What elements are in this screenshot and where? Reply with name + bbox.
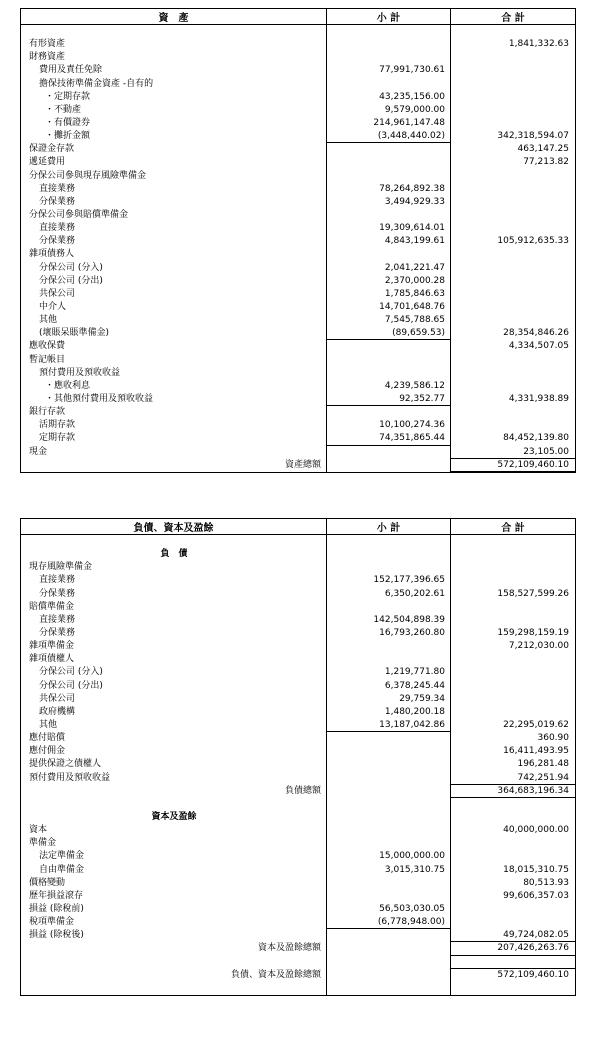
- row-subtotal: (89,659.53): [327, 327, 451, 340]
- row-label: 分保公司參與現存風險準備金: [29, 170, 147, 181]
- row-total: [451, 380, 575, 393]
- row-subtotal: [327, 51, 451, 64]
- row-total: [451, 288, 575, 301]
- table-row: [21, 601, 575, 614]
- row-total: [451, 183, 575, 196]
- liabilities-header-title: 負債、資本及盈餘: [21, 519, 327, 534]
- table-row: [21, 406, 575, 419]
- table-row: [21, 614, 575, 627]
- table-row: [21, 419, 575, 432]
- row-total: 342,318,594.07: [497, 131, 569, 142]
- row-total: [451, 25, 575, 38]
- row-label: 雜項準備金: [29, 641, 75, 652]
- liabilities-header-total: 合 計: [501, 523, 525, 534]
- row-label: 共保公司: [39, 288, 76, 299]
- row-subtotal: [327, 956, 451, 969]
- row-subtotal: [327, 942, 451, 955]
- row-label: 提供保證之債權人: [29, 759, 102, 770]
- row-label: [21, 982, 327, 995]
- row-subtotal: [327, 459, 451, 472]
- table-row: [21, 209, 575, 222]
- table-row: [21, 745, 575, 758]
- table-row: [21, 824, 575, 837]
- table-row: [21, 719, 575, 732]
- row-label: 保證金存款: [29, 144, 75, 155]
- liabilities-header: [21, 519, 575, 535]
- row-total: [451, 982, 575, 995]
- row-total: 77,213.82: [523, 157, 569, 168]
- row-label: 預付費用及預收收益: [39, 367, 121, 378]
- table-row: [21, 627, 575, 640]
- row-label: 損益 (除稅前): [29, 903, 84, 914]
- row-label: 負 債: [160, 549, 188, 560]
- row-label: 法定準備金: [39, 851, 85, 862]
- row-total: [451, 837, 575, 850]
- row-label: 預付費用及預收收益: [29, 772, 111, 783]
- row-total: 28,354,846.26: [503, 328, 569, 339]
- assets-table: [20, 8, 576, 473]
- row-label: ・攤折金額: [45, 131, 91, 142]
- row-subtotal: [327, 732, 451, 745]
- table-row: [21, 156, 575, 169]
- table-row: [21, 432, 575, 445]
- row-total: 360.90: [537, 733, 569, 744]
- row-total: [451, 693, 575, 706]
- row-label: 有形資產: [29, 39, 66, 50]
- row-label: 自由準備金: [39, 864, 85, 875]
- row-label: 應付佣金: [29, 746, 66, 757]
- row-label: 資本及盈餘: [151, 811, 197, 822]
- row-total: 18,015,310.75: [503, 864, 569, 875]
- table-row: [21, 864, 575, 877]
- row-total: [451, 301, 575, 314]
- row-total: [451, 406, 575, 419]
- row-total: 463,147.25: [517, 144, 569, 155]
- row-subtotal: [327, 170, 451, 183]
- row-label: 歷年損益滾存: [29, 890, 84, 901]
- row-subtotal: [327, 798, 451, 811]
- row-label: 分保公司 (分出): [39, 275, 103, 286]
- row-subtotal: [327, 653, 451, 666]
- row-subtotal: [327, 601, 451, 614]
- table-row: [21, 588, 575, 601]
- table-row: [21, 91, 575, 104]
- row-total: [451, 811, 575, 824]
- row-total: [451, 850, 575, 863]
- row-subtotal: [327, 811, 451, 824]
- liabilities-header-subtotal: 小 計: [327, 519, 451, 534]
- row-label: 分保業務: [39, 196, 76, 207]
- row-subtotal: [327, 561, 451, 574]
- table-row: [21, 535, 575, 548]
- row-label: 分保業務: [39, 236, 76, 247]
- row-total: 364,683,196.34: [451, 785, 575, 798]
- row-total: [451, 614, 575, 627]
- row-total: 4,331,938.89: [508, 393, 569, 404]
- row-label: 負債、資本及盈餘總額: [230, 969, 321, 980]
- row-total: [451, 262, 575, 275]
- row-subtotal: [327, 824, 451, 837]
- row-total: [451, 170, 575, 183]
- row-total: 22,295,019.62: [503, 719, 569, 730]
- row-label: 直接業務: [39, 183, 76, 194]
- row-label: 直接業務: [39, 223, 76, 234]
- row-label: ・有價證券: [45, 117, 91, 128]
- row-total: [451, 548, 575, 561]
- row-subtotal: (3,448,440.02): [327, 130, 451, 143]
- row-subtotal: [327, 969, 451, 982]
- table-row: [21, 143, 575, 156]
- table-row: [21, 706, 575, 719]
- row-subtotal: 74,351,865.44: [327, 432, 451, 445]
- table-row: [21, 877, 575, 890]
- row-total: 572,109,460.10: [451, 459, 575, 472]
- row-total: [451, 561, 575, 574]
- row-subtotal: 19,309,614.01: [379, 223, 445, 234]
- row-total: [451, 209, 575, 222]
- row-subtotal: [327, 890, 451, 903]
- row-subtotal: 6,350,202.61: [384, 588, 445, 599]
- row-label: 其他: [39, 719, 58, 730]
- table-row: [21, 117, 575, 130]
- row-total: [451, 354, 575, 367]
- table-row: [21, 288, 575, 301]
- row-label: 政府機構: [39, 706, 76, 717]
- row-total: 23,105.00: [451, 446, 575, 459]
- row-label: 價格變動: [29, 877, 66, 888]
- row-label: 分保業務: [39, 588, 76, 599]
- row-total: 84,452,139.80: [503, 433, 569, 444]
- row-label: ・應收利息: [45, 380, 91, 391]
- row-label: 活期存款: [39, 420, 76, 431]
- row-total: [451, 680, 575, 693]
- row-subtotal: 9,579,000.00: [384, 104, 445, 115]
- row-label: 稅項準備金: [29, 917, 75, 928]
- row-total: [451, 798, 575, 811]
- row-total: [451, 196, 575, 209]
- row-subtotal: 3,015,310.75: [384, 864, 445, 875]
- row-total: [451, 117, 575, 130]
- row-label: 暫記帳目: [29, 354, 66, 365]
- row-subtotal: [327, 982, 451, 995]
- row-label: 應收保費: [29, 341, 66, 352]
- row-label: 現金: [29, 446, 48, 457]
- row-label: 遞延費用: [29, 157, 66, 168]
- row-label: ・定期存款: [45, 91, 91, 102]
- table-row: [21, 929, 575, 942]
- row-total: [451, 367, 575, 380]
- row-label: ・不動產: [45, 104, 82, 115]
- row-subtotal: 6,378,245.44: [384, 680, 445, 691]
- table-row: [21, 640, 575, 653]
- table-row: [21, 235, 575, 248]
- row-label: 賠償準備金: [29, 601, 75, 612]
- table-row: [21, 666, 575, 679]
- row-total: [451, 64, 575, 77]
- table-row: [21, 222, 575, 235]
- table-row: [21, 301, 575, 314]
- row-total: [451, 574, 575, 587]
- table-row: [21, 393, 575, 406]
- table-row: [21, 446, 575, 459]
- assets-header: [21, 9, 575, 25]
- row-subtotal: [327, 535, 451, 548]
- row-subtotal: 152,177,396.65: [373, 575, 445, 586]
- row-label: [21, 798, 327, 811]
- assets-header-total: 合 計: [501, 13, 525, 24]
- row-label: 分保公司參與賠償準備金: [29, 209, 129, 220]
- table-row: [21, 548, 575, 561]
- row-total: 80,513.93: [523, 877, 569, 888]
- table-row: [21, 653, 575, 666]
- row-label: 財務資產: [29, 52, 66, 63]
- row-label: 共保公司: [39, 693, 76, 704]
- row-subtotal: 14,701,648.76: [379, 301, 445, 312]
- row-subtotal: 77,991,730.61: [379, 65, 445, 76]
- row-total: 742,251.94: [451, 772, 575, 785]
- liabilities-body: [21, 535, 575, 995]
- liabilities-table: [20, 518, 576, 996]
- table-row: [21, 170, 575, 183]
- row-label: 分保公司 (分入): [39, 262, 103, 273]
- row-label: 資產總額: [284, 459, 321, 470]
- row-total: [451, 104, 575, 117]
- row-subtotal: [327, 785, 451, 798]
- row-subtotal: [327, 446, 451, 459]
- row-total: 207,426,263.76: [451, 942, 575, 955]
- table-row: [21, 380, 575, 393]
- row-label: 資本及盈餘總額: [257, 943, 321, 954]
- row-label: 準備金: [29, 838, 57, 849]
- row-total: [451, 275, 575, 288]
- row-total: [451, 916, 575, 929]
- table-row: [21, 104, 575, 117]
- table-row: [21, 367, 575, 380]
- table-row: [21, 693, 575, 706]
- table-row: [21, 982, 575, 995]
- row-label: 分保業務: [39, 627, 76, 638]
- table-row: [21, 798, 575, 811]
- table-row: [21, 183, 575, 196]
- row-total: 105,912,635.33: [497, 236, 569, 247]
- table-row: [21, 850, 575, 863]
- row-subtotal: 13,187,042.86: [327, 719, 451, 732]
- row-subtotal: [327, 548, 451, 561]
- row-total: 158,527,599.26: [497, 588, 569, 599]
- row-subtotal: 2,041,221.47: [384, 262, 445, 273]
- row-subtotal: 92,352.77: [327, 393, 451, 406]
- row-subtotal: 2,370,000.28: [384, 275, 445, 286]
- row-subtotal: 78,264,892.38: [379, 183, 445, 194]
- row-label: 定期存款: [39, 433, 76, 444]
- row-total: [451, 314, 575, 327]
- table-row: [21, 903, 575, 916]
- row-total: [451, 419, 575, 432]
- row-subtotal: [327, 38, 451, 51]
- row-subtotal: 56,503,030.05: [379, 903, 445, 914]
- row-subtotal: [327, 78, 451, 91]
- row-subtotal: [327, 640, 451, 653]
- table-row: [21, 942, 575, 955]
- table-row: [21, 680, 575, 693]
- row-total: 99,606,357.03: [503, 890, 569, 901]
- row-label: 分保公司 (分出): [39, 680, 103, 691]
- row-label: 雜項債務人: [29, 249, 75, 260]
- table-row: [21, 561, 575, 574]
- table-row: [21, 25, 575, 38]
- row-label: [21, 535, 327, 548]
- row-label: 銀行存款: [29, 407, 66, 418]
- table-row: [21, 340, 575, 353]
- row-label: 損益 (除稅後): [29, 930, 84, 941]
- row-subtotal: 4,843,199.61: [384, 236, 445, 247]
- row-subtotal: [327, 209, 451, 222]
- table-row: [21, 196, 575, 209]
- row-total: [451, 666, 575, 679]
- row-total: 4,334,507.05: [508, 341, 569, 352]
- row-total: 40,000,000.00: [503, 825, 569, 836]
- row-total: [451, 706, 575, 719]
- row-label: ・其他預付費用及預收收益: [45, 393, 154, 404]
- row-label: 其他: [39, 315, 58, 326]
- row-subtotal: 29,759.34: [399, 693, 445, 704]
- row-subtotal: [327, 248, 451, 261]
- row-label: [21, 25, 327, 38]
- table-row: [21, 51, 575, 64]
- row-subtotal: [327, 877, 451, 890]
- table-row: [21, 248, 575, 261]
- row-subtotal: [327, 25, 451, 38]
- assets-header-subtotal: 小 計: [327, 9, 451, 24]
- table-row: [21, 772, 575, 785]
- row-total: [451, 956, 575, 969]
- row-total: 7,212,030.00: [508, 641, 569, 652]
- table-row: [21, 916, 575, 929]
- row-label: 擔保技術準備金資產 -自有的: [39, 78, 154, 89]
- row-subtotal: 4,239,586.12: [384, 380, 445, 391]
- row-label: 費用及責任免除: [39, 65, 103, 76]
- table-row: [21, 574, 575, 587]
- row-subtotal: 142,504,898.39: [373, 614, 445, 625]
- row-subtotal: 214,961,147.48: [373, 117, 445, 128]
- row-subtotal: 3,494,929.33: [384, 196, 445, 207]
- row-subtotal: [327, 367, 451, 380]
- row-label: 現存風險準備金: [29, 562, 93, 573]
- table-row: [21, 837, 575, 850]
- row-subtotal: 1,785,846.63: [384, 288, 445, 299]
- table-row: [21, 758, 575, 771]
- row-label: 中介人: [39, 301, 67, 312]
- table-row: [21, 64, 575, 77]
- row-subtotal: 1,219,771.80: [384, 667, 445, 678]
- row-total: 49,724,082.05: [451, 929, 575, 942]
- table-row: [21, 327, 575, 340]
- table-row: [21, 969, 575, 982]
- row-label: 雜項債權人: [29, 654, 75, 665]
- row-label: (壞賬呆賬準備金): [39, 328, 110, 339]
- row-subtotal: (6,778,948.00): [327, 916, 451, 929]
- row-total: [451, 51, 575, 64]
- table-row: [21, 890, 575, 903]
- table-row: [21, 354, 575, 367]
- table-row: [21, 314, 575, 327]
- table-row: [21, 811, 575, 824]
- assets-body: [21, 25, 575, 472]
- row-subtotal: 43,235,156.00: [379, 91, 445, 102]
- row-subtotal: 15,000,000.00: [379, 851, 445, 862]
- row-subtotal: [327, 745, 451, 758]
- table-row: [21, 38, 575, 51]
- row-subtotal: [327, 837, 451, 850]
- table-row: [21, 262, 575, 275]
- row-label: 資本: [29, 825, 48, 836]
- row-total: [451, 91, 575, 104]
- table-row: [21, 459, 575, 472]
- row-total: 196,281.48: [517, 759, 569, 770]
- row-subtotal: [327, 758, 451, 771]
- row-total: [451, 248, 575, 261]
- row-label: 負債總額: [284, 785, 321, 796]
- row-subtotal: [327, 406, 451, 419]
- row-total: [451, 78, 575, 91]
- assets-header-title: 資 產: [21, 9, 327, 24]
- row-subtotal: [327, 772, 451, 785]
- row-total: 572,109,460.10: [497, 969, 569, 980]
- row-label: 分保公司 (分入): [39, 667, 103, 678]
- row-label: 直接業務: [39, 614, 76, 625]
- row-total: [451, 601, 575, 614]
- table-row: [21, 732, 575, 745]
- row-total: [451, 535, 575, 548]
- row-subtotal: 16,793,260.80: [379, 627, 445, 638]
- row-subtotal: [327, 143, 451, 156]
- table-row: [21, 956, 575, 969]
- table-row: [21, 275, 575, 288]
- row-total: 159,298,159.19: [497, 627, 569, 638]
- row-subtotal: 10,100,274.36: [379, 420, 445, 431]
- row-subtotal: [327, 340, 451, 353]
- row-total: [451, 903, 575, 916]
- row-label: 應付賠償: [29, 733, 66, 744]
- row-subtotal: [327, 929, 451, 942]
- row-total: 1,841,332.63: [508, 39, 569, 50]
- table-row: [21, 78, 575, 91]
- row-subtotal: 1,480,200.18: [384, 706, 445, 717]
- row-total: [451, 653, 575, 666]
- row-label: 直接業務: [39, 575, 76, 586]
- row-total: [451, 222, 575, 235]
- row-subtotal: [327, 156, 451, 169]
- table-row: [21, 785, 575, 798]
- row-subtotal: [327, 354, 451, 367]
- table-row: [21, 130, 575, 143]
- row-subtotal: 7,545,788.65: [384, 315, 445, 326]
- row-total: 16,411,493.95: [503, 746, 569, 757]
- row-label: [21, 956, 327, 969]
